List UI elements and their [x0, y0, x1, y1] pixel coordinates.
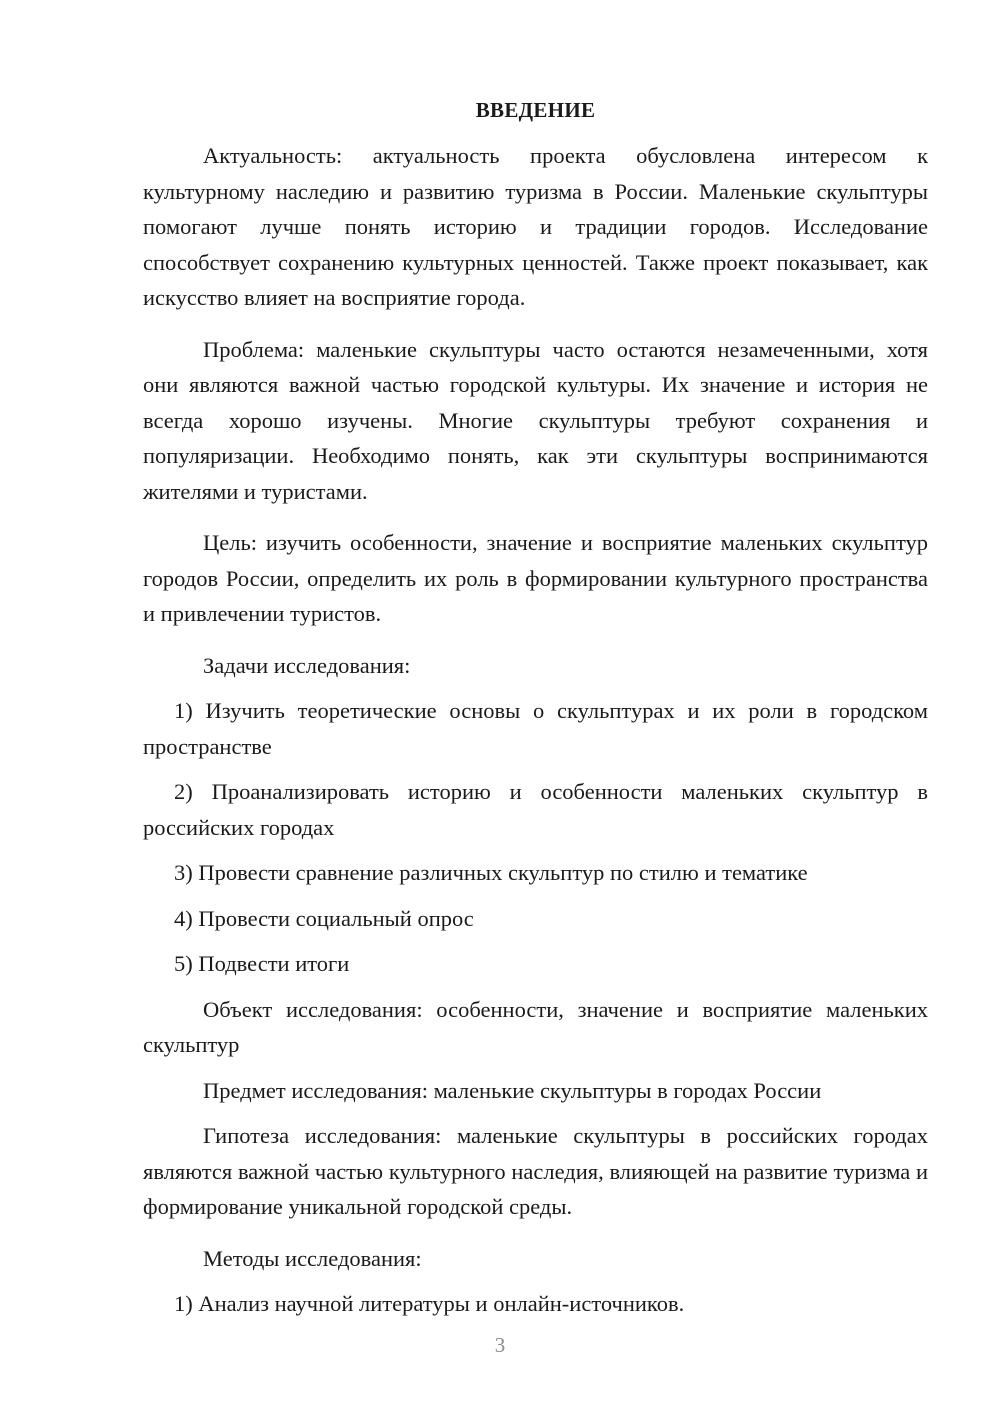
section-heading: ВВЕДЕНИЕ	[475, 98, 596, 122]
task-item: 5) Подвести итоги	[174, 951, 350, 976]
subject-paragraph: Предмет исследования: маленькие скульптуры в городах России	[203, 1077, 822, 1103]
object-paragraph: Объект исследования: особенности, значение и восприятие маленьких скульптур	[143, 996, 928, 1057]
hypothesis-paragraph: Гипотеза исследования: маленькие скульптуры в российских городах являются важной частью культурного наследия, влияющей на развитие туризма и формирование уникальной городской среды.	[143, 1123, 928, 1219]
goal-paragraph: Цель: изучить особенности, значение и восприятие маленьких скульптур городов России, определить их роль в формировании культурного пространства и привлечении туристов.	[143, 530, 928, 626]
tasks-title: Задачи исследования:	[203, 652, 411, 678]
method-item: 1) Анализ научной литературы и онлайн-источников.	[174, 1291, 685, 1316]
task-item: 3) Провести сравнение различных скульптур по стилю и тематике	[174, 860, 808, 885]
problem-paragraph: Проблема: маленькие скульптуры часто остаются незамеченными, хотя они являются важной частью городской культуры. Их значение и история не всегда хорошо изучены. Многие скульптуры требуют сохранения и популяризации. Необходимо понять, как эти скульптуры воспринимаются жителями и туристами.	[143, 336, 928, 504]
document-page	[143, 98, 928, 1322]
methods-title: Методы исследования:	[203, 1245, 422, 1271]
relevance-paragraph: Актуальность: актуальность проекта обусловлена интересом к культурному наследию и развитию туризма в России. Маленькие скульптуры помогают лучше понять историю и традиции городов. Исследование способствует сохранению культурных ценностей. Также проект показывает, как искусство влияет на восприятие города.	[143, 143, 928, 310]
task-item: 2) Проанализировать историю и особенности маленьких скульптур в российских городах	[143, 779, 928, 840]
page-number: 3	[494, 1333, 506, 1357]
task-item: 4) Провести социальный опрос	[174, 905, 474, 931]
task-item: 1) Изучить теоретические основы о скульптурах и их роли в городском пространстве	[143, 698, 928, 759]
